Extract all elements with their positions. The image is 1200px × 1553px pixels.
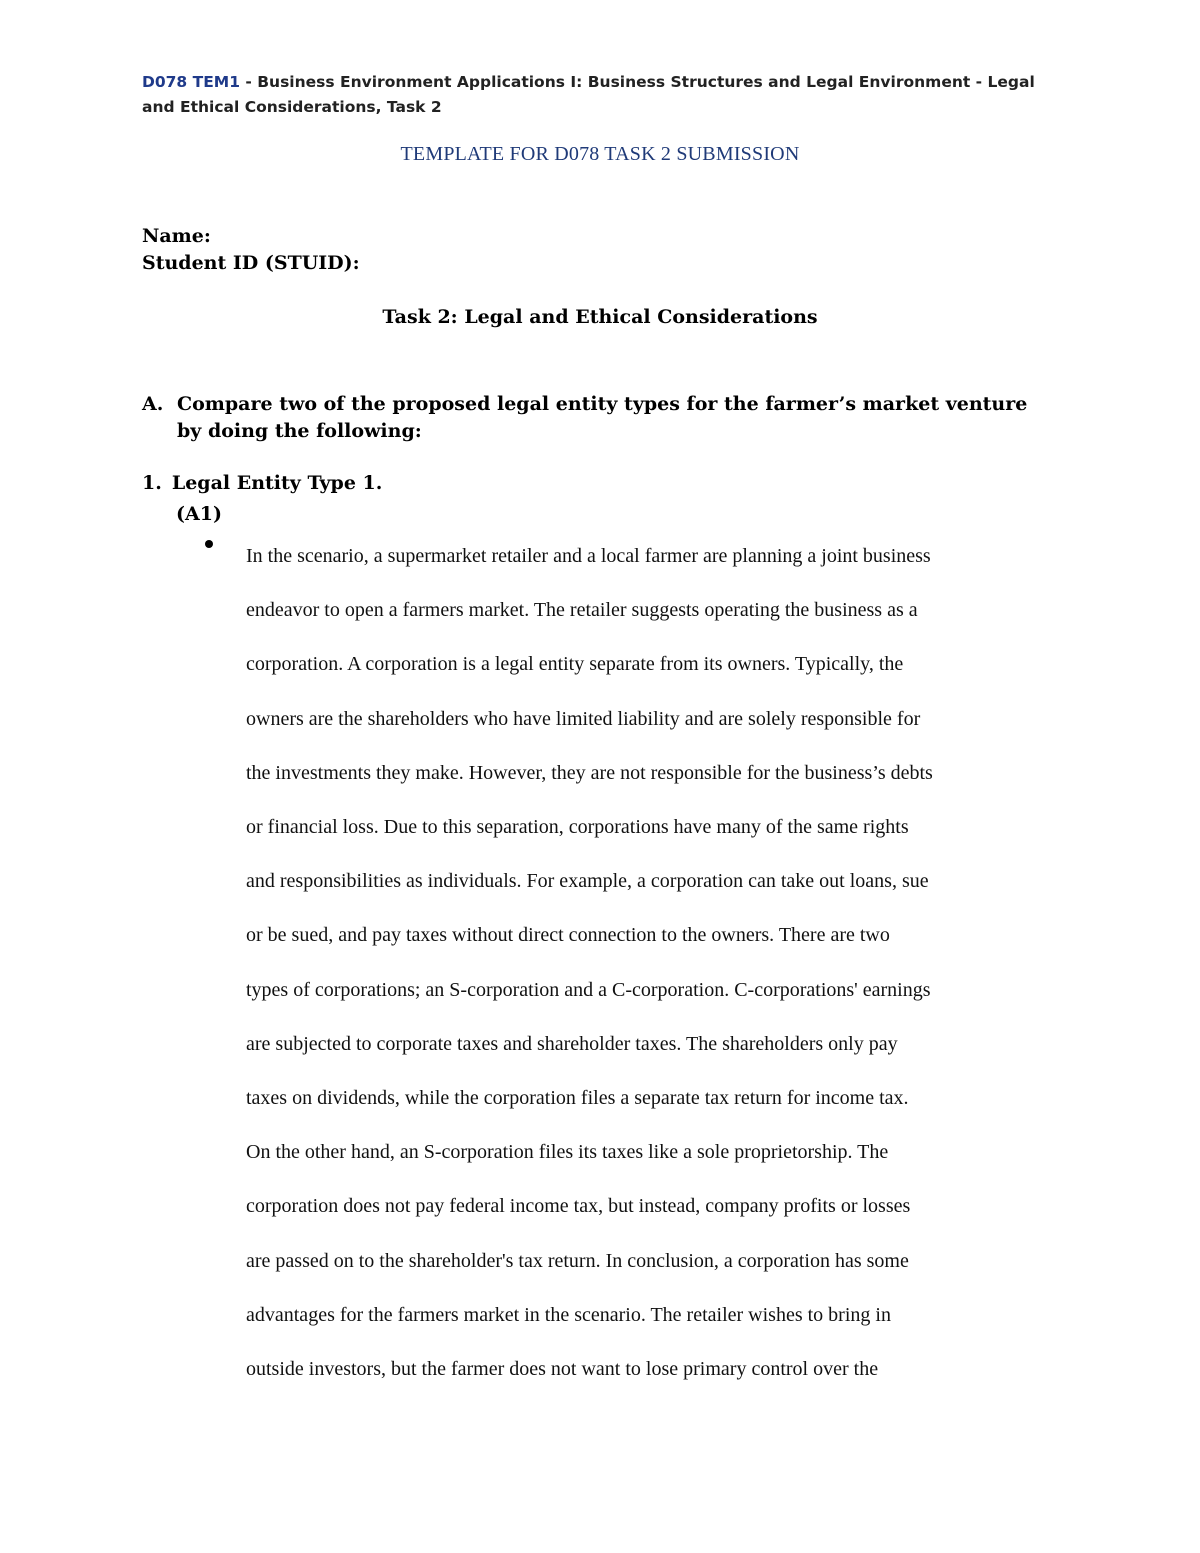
- body-line: and responsibilities as individuals. For example, a corporation can take out loans, sue: [246, 870, 929, 893]
- body-line: outside investors, but the farmer does not want to lose primary control over the: [246, 1358, 879, 1381]
- body-line: the investments they make. However, they are not responsible for the business’s debts: [246, 761, 933, 784]
- body-line: corporation. A corporation is a legal entity separate from its owners. Typically, the: [246, 653, 904, 676]
- name-field-label: Name:: [142, 225, 211, 247]
- body-line: or financial loss. Due to this separation, corporations have many of the same rights: [246, 816, 909, 839]
- course-code: D078 TEM1: [142, 73, 240, 91]
- body-line: taxes on dividends, while the corporation files a separate tax return for income tax.: [246, 1087, 909, 1110]
- body-line: endeavor to open a farmers market. The retailer suggests operating the business as a: [246, 599, 918, 622]
- body-line: advantages for the farmers market in the scenario. The retailer wishes to bring in: [246, 1303, 891, 1326]
- document-header: [142, 70, 1072, 120]
- task-title: Task 2: Legal and Ethical Considerations: [382, 306, 818, 328]
- bullet-icon: [205, 540, 215, 550]
- body-line: In the scenario, a supermarket retailer and a local farmer are planning a joint business: [246, 545, 931, 567]
- body-line: are subjected to corporate taxes and shareholder taxes. The shareholders only pay: [246, 1032, 898, 1055]
- course-title: - Business Environment Applications I: Business Structures and Legal Environment - Legal and Ethical Considerations, Task 2: [142, 73, 1035, 116]
- body-line: types of corporations; an S-corporation and a C-corporation. C-corporations' earnings: [246, 978, 931, 1001]
- body-line: On the other hand, an S-corporation files its taxes like a sole proprietorship. The: [246, 1141, 889, 1164]
- template-title: TEMPLATE FOR D078 TASK 2 SUBMISSION: [400, 143, 800, 165]
- subsection-a1-label: (A1): [176, 503, 222, 525]
- section-a-marker: A.: [142, 393, 164, 415]
- body-line: are passed on to the shareholder's tax return. In conclusion, a corporation has some: [246, 1249, 909, 1272]
- body-line: owners are the shareholders who have limited liability and are solely responsible for: [246, 707, 921, 730]
- section-a: [142, 391, 1042, 445]
- section-a-text: Compare two of the proposed legal entity types for the farmer’s market venture by doing the following:: [177, 393, 1028, 442]
- body-paragraph: [246, 529, 1066, 1396]
- list-item-1: [142, 472, 382, 494]
- body-line: or be sued, and pay taxes without direct connection to the owners. There are two: [246, 924, 890, 947]
- body-line: corporation does not pay federal income tax, but instead, company profits or losses: [246, 1195, 911, 1218]
- list-item-1-label: Legal Entity Type 1.: [171, 472, 383, 494]
- list-item-1-number: 1.: [142, 472, 162, 494]
- student-id-field-label: Student ID (STUID):: [142, 252, 360, 274]
